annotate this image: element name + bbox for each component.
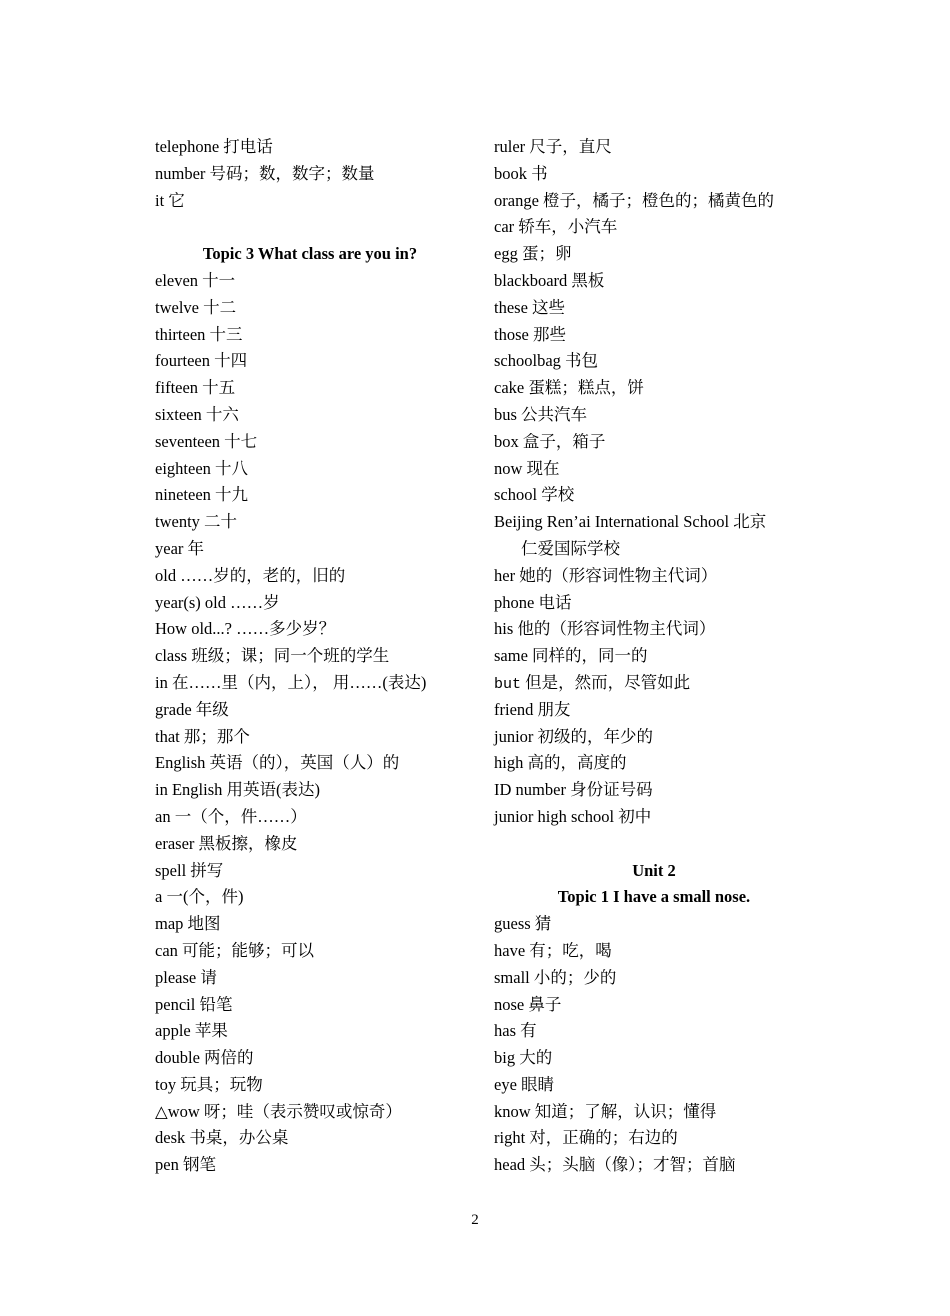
vocab-entry: box 盒子，箱子 bbox=[494, 431, 606, 451]
vocab-entry: junior high school 初中 bbox=[494, 806, 652, 826]
vocab-entry: her 她的（形容词性物主代词） bbox=[494, 565, 718, 585]
vocab-entry: telephone 打电话 bbox=[155, 137, 273, 156]
page-number: 2 bbox=[471, 1212, 479, 1228]
vocab-entry: old ……岁的，老的，旧的 bbox=[155, 565, 346, 585]
vocab-word: but bbox=[494, 675, 522, 693]
vocab-entry: double 两倍的 bbox=[155, 1048, 254, 1068]
vocab-entry: these 这些 bbox=[494, 297, 566, 317]
vocab-entry: phone 电话 bbox=[494, 592, 572, 612]
vocab-entry: eighteen 十八 bbox=[155, 458, 249, 478]
vocab-entry: egg 蛋；卵 bbox=[494, 244, 572, 264]
vocab-entry: nineteen 十九 bbox=[155, 485, 249, 505]
vocab-entry: please 请 bbox=[155, 967, 217, 987]
vocab-entry: has 有 bbox=[494, 1021, 537, 1041]
vocab-meaning: 但是，然而，尽管如此 bbox=[521, 672, 691, 692]
vocab-entry: same 同样的，同一的 bbox=[494, 646, 648, 666]
vocab-entry: class 班级；课；同一个班的学生 bbox=[155, 646, 390, 666]
vocab-entry: a 一(个，件) bbox=[155, 887, 244, 907]
vocab-entry: in 在……里（内，上）， 用……(表达) bbox=[155, 672, 427, 692]
vocab-entry: an 一（个，件……） bbox=[155, 806, 307, 826]
vocab-entry-continuation: 仁爱国际学校 bbox=[521, 538, 620, 558]
vocab-entry: spell 拼写 bbox=[155, 860, 224, 880]
vocab-entry: ID number 身份证号码 bbox=[494, 780, 653, 800]
vocab-entry: sixteen 十六 bbox=[155, 404, 239, 424]
vocab-entry: twelve 十二 bbox=[155, 297, 237, 317]
vocab-entry: grade 年级 bbox=[155, 699, 229, 719]
vocab-entry: fifteen 十五 bbox=[155, 378, 236, 398]
vocab-entry: △wow 呀；哇（表示赞叹或惊奇） bbox=[155, 1101, 402, 1121]
vocab-entry: pen 钢笔 bbox=[155, 1155, 216, 1175]
vocab-entry: ruler 尺子，直尺 bbox=[494, 137, 612, 156]
section-heading: Unit 2 bbox=[632, 860, 676, 880]
vocab-entry: book 书 bbox=[494, 163, 548, 183]
vocab-entry: friend 朋友 bbox=[494, 699, 571, 719]
vocab-entry: year(s) old ……岁 bbox=[155, 592, 280, 612]
vocab-entry: orange 橙子，橘子；橙色的；橘黄色的 bbox=[494, 190, 775, 210]
section-heading: Topic 1 I have a small nose. bbox=[557, 887, 751, 907]
blank-line bbox=[494, 831, 814, 858]
vocab-entry: English 英语（的），英国（人）的 bbox=[155, 753, 400, 773]
vocab-entry: blackboard 黑板 bbox=[494, 270, 605, 290]
vocab-entry: high 高的，高度的 bbox=[494, 753, 627, 773]
vocab-entry: year 年 bbox=[155, 538, 205, 558]
vocab-entry: car 轿车，小汽车 bbox=[494, 217, 618, 237]
left-column bbox=[155, 134, 465, 1179]
vocab-entry: big 大的 bbox=[494, 1048, 553, 1068]
vocab-entry: twenty 二十 bbox=[155, 512, 238, 532]
vocab-entry: know 知道；了解，认识；懂得 bbox=[494, 1101, 717, 1121]
vocab-entry: guess 猜 bbox=[494, 914, 552, 934]
vocab-entry: head 头；头脑（像）；才智；首脑 bbox=[494, 1155, 736, 1175]
vocab-entry: seventeen 十七 bbox=[155, 431, 258, 451]
vocab-entry: number 号码；数，数字；数量 bbox=[155, 163, 375, 183]
vocab-entry: in English 用英语(表达) bbox=[155, 780, 320, 800]
vocab-entry: that 那；那个 bbox=[155, 726, 250, 746]
vocab-entry bbox=[494, 670, 814, 697]
vocab-entry: schoolbag 书包 bbox=[494, 351, 599, 371]
vocab-entry: can 可能；能够；可以 bbox=[155, 940, 315, 960]
vocab-entry: fourteen 十四 bbox=[155, 351, 248, 371]
vocab-entry: have 有；吃，喝 bbox=[494, 940, 612, 960]
vocab-entry: toy 玩具；玩物 bbox=[155, 1074, 263, 1094]
vocab-entry: desk 书桌，办公桌 bbox=[155, 1128, 289, 1148]
vocab-entry: his 他的（形容词性物主代词） bbox=[494, 619, 716, 639]
vocab-entry: right 对，正确的；右边的 bbox=[494, 1128, 678, 1148]
vocab-entry: cake 蛋糕；糕点，饼 bbox=[494, 378, 644, 398]
vocab-entry: those 那些 bbox=[494, 324, 566, 344]
vocab-entry: Beijing Ren’ai International School 北京 bbox=[494, 512, 767, 532]
vocab-entry: bus 公共汽车 bbox=[494, 404, 588, 424]
right-column bbox=[494, 134, 814, 1179]
blank-line bbox=[155, 214, 465, 241]
vocab-entry: How old...? ……多少岁？ bbox=[155, 619, 336, 639]
vocab-entry: map 地图 bbox=[155, 914, 221, 934]
vocab-entry: junior 初级的，年少的 bbox=[494, 726, 654, 746]
vocab-entry: eleven 十一 bbox=[155, 270, 236, 290]
vocab-entry: pencil 铅笔 bbox=[155, 994, 233, 1014]
vocab-entry: thirteen 十三 bbox=[155, 324, 243, 344]
vocab-entry: small 小的；少的 bbox=[494, 967, 617, 987]
vocab-entry: nose 鼻子 bbox=[494, 994, 562, 1014]
vocab-entry: apple 苹果 bbox=[155, 1021, 228, 1041]
vocab-entry: now 现在 bbox=[494, 458, 560, 478]
vocab-entry: eye 眼睛 bbox=[494, 1074, 555, 1094]
section-heading: Topic 3 What class are you in? bbox=[202, 244, 418, 264]
vocab-entry: school 学校 bbox=[494, 485, 575, 505]
vocab-entry: it 它 bbox=[155, 190, 185, 210]
vocab-entry: eraser 黑板擦，橡皮 bbox=[155, 833, 298, 853]
